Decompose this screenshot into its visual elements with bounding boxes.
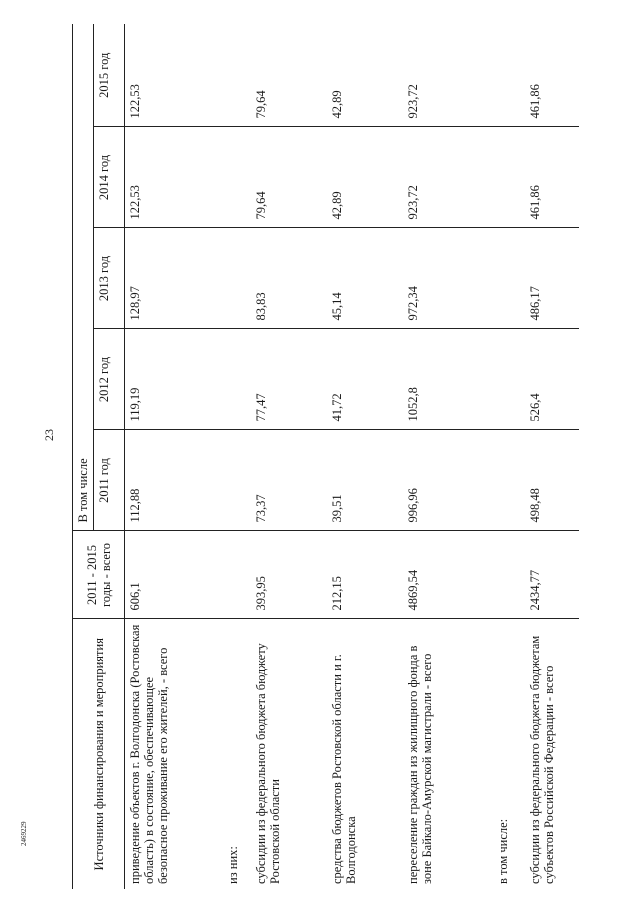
row-label: субсидии из федерального бюджета бюджету Ростовской области xyxy=(254,643,282,884)
table-row xyxy=(403,24,493,889)
header-source: Источники финансирования и мероприятия xyxy=(73,619,125,889)
row-label: приведение объектов г. Волгодонска (Ростовская область) в состояние, обеспечивающее безопасное проживание его жителей, - всего xyxy=(128,624,170,884)
cell-2015: 42,89 xyxy=(327,24,403,127)
cell-2013 xyxy=(493,228,525,329)
cell-2012: 77,47 xyxy=(251,329,327,430)
cell-2014: 461,86 xyxy=(525,127,579,228)
cell-2011: 498,48 xyxy=(525,430,579,531)
header-year-2012: 2012 год xyxy=(94,329,125,430)
cell-2014: 79,64 xyxy=(251,127,327,228)
row-total: 4869,54 xyxy=(403,531,493,619)
row-label: средства бюджетов Ростовской области и г. Волгодонска xyxy=(330,654,358,884)
cell-2012: 526,4 xyxy=(525,329,579,430)
header-year-2011: 2011 год xyxy=(94,430,125,531)
cell-2012: 1052,8 xyxy=(403,329,493,430)
row-total xyxy=(223,531,251,619)
header-group: В том числе xyxy=(73,24,94,531)
cell-2012: 119,19 xyxy=(125,329,224,430)
cell-2011 xyxy=(493,430,525,531)
row-total: 212,15 xyxy=(327,531,403,619)
financing-table xyxy=(72,24,579,889)
header-total: 2011 - 2015 годы - всего xyxy=(73,531,125,619)
cell-2014: 42,89 xyxy=(327,127,403,228)
header-year-2015: 2015 год xyxy=(94,24,125,127)
cell-2011: 996,96 xyxy=(403,430,493,531)
rotated-table-container xyxy=(72,24,562,889)
cell-2015 xyxy=(493,24,525,127)
cell-2012 xyxy=(493,329,525,430)
row-total: 393,95 xyxy=(251,531,327,619)
header-year-2013: 2013 год xyxy=(94,228,125,329)
row-total: 2434,77 xyxy=(525,531,579,619)
cell-2015: 923,72 xyxy=(403,24,493,127)
cell-2012 xyxy=(223,329,251,430)
cell-2011: 112,88 xyxy=(125,430,224,531)
cell-2015: 461,86 xyxy=(525,24,579,127)
cell-2014: 122,53 xyxy=(125,127,224,228)
cell-2011: 39,51 xyxy=(327,430,403,531)
cell-2013: 128,97 xyxy=(125,228,224,329)
cell-2015 xyxy=(223,24,251,127)
cell-2015: 79,64 xyxy=(251,24,327,127)
table-row xyxy=(125,24,224,889)
table-row xyxy=(525,24,579,889)
cell-2014 xyxy=(223,127,251,228)
cell-2013: 45,14 xyxy=(327,228,403,329)
table-row xyxy=(223,24,251,889)
cell-2015: 122,53 xyxy=(125,24,224,127)
table-row xyxy=(251,24,327,889)
row-label: субсидии из федерального бюджета бюджетам субъектов Российской Федерации - всего xyxy=(528,635,556,884)
cell-2014 xyxy=(493,127,525,228)
row-label: из них: xyxy=(226,846,240,884)
cell-2012: 41,72 xyxy=(327,329,403,430)
row-label: переселение граждан из жилищного фонда в зоне Байкало-Амурской магистрали - всего xyxy=(406,645,434,884)
cell-2014: 923,72 xyxy=(403,127,493,228)
row-total xyxy=(493,531,525,619)
cell-2013 xyxy=(223,228,251,329)
row-label: в том числе: xyxy=(496,818,510,884)
table-row xyxy=(327,24,403,889)
cell-2011 xyxy=(223,430,251,531)
page-number: 23 xyxy=(42,429,56,441)
table-row xyxy=(493,24,525,889)
cell-2011: 73,37 xyxy=(251,430,327,531)
cell-2013: 83,83 xyxy=(251,228,327,329)
document-number: 2469229 xyxy=(20,821,28,846)
header-year-2014: 2014 год xyxy=(94,127,125,228)
cell-2013: 972,34 xyxy=(403,228,493,329)
cell-2013: 486,17 xyxy=(525,228,579,329)
row-total: 606,1 xyxy=(125,531,224,619)
